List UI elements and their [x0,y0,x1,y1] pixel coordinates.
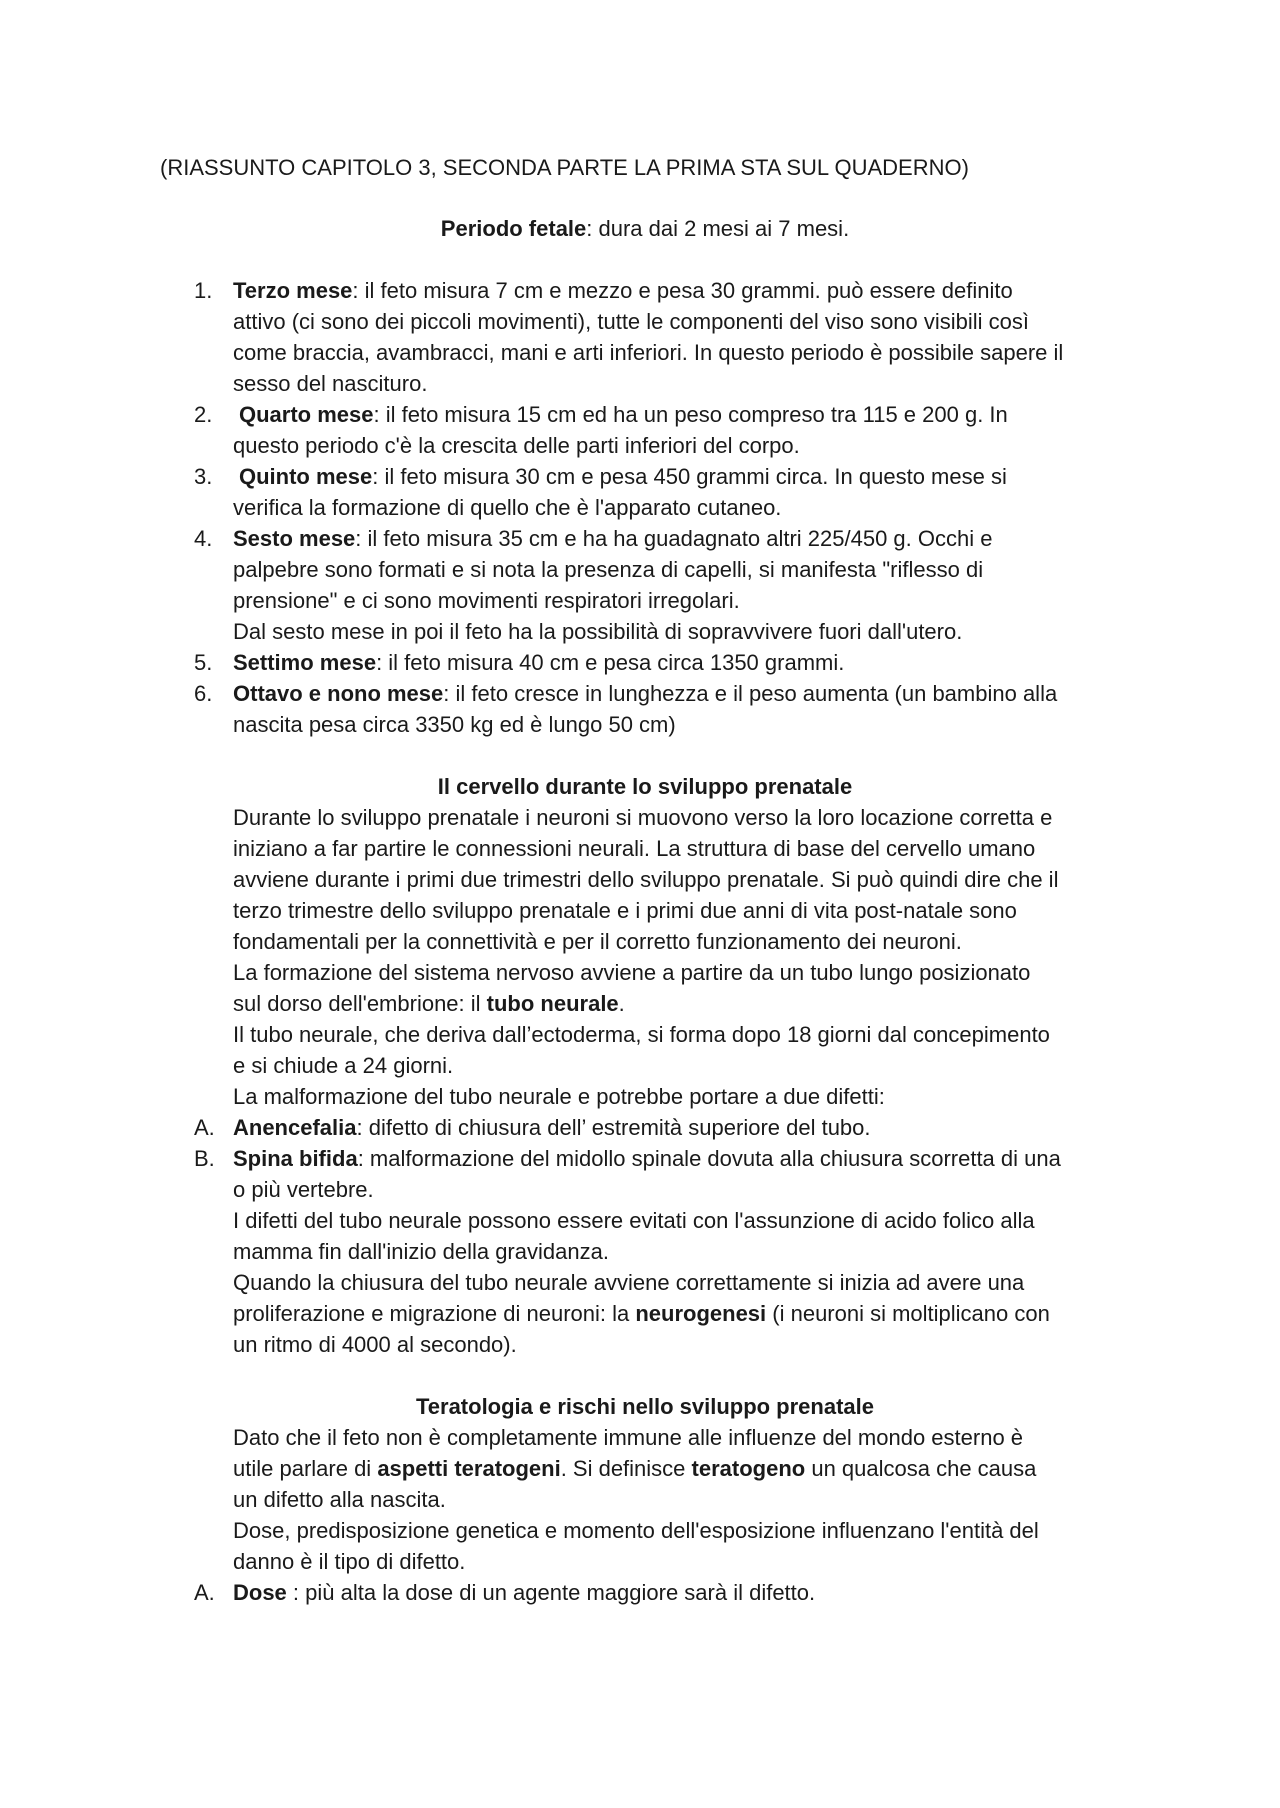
fetal-title-rest: : dura dai 2 mesi ai 7 mesi. [586,216,850,241]
list-number: 3. [194,464,213,489]
section-brain [160,771,1130,1360]
list-number: 1. [194,278,213,303]
fetal-title-bold: Periodo fetale [440,216,587,241]
list-item-month-6: 4. Sesto mese: il feto misura 35 cm e ha ha guadagnato altri 225/450 g. Occhi e palpebre sono formati e si nota la presenza di capelli, si manifesta "riflesso di prensione" e ci sono movimenti respiratori irregolari. Dal sesto mese in poi il feto ha la possibilità di sopravvivere fuori dall'utero. [160,523,1130,647]
list-item-month-5: 3. Quinto mese: il feto misura 30 cm e pesa 450 grammi circa. In questo mese si verifica la formazione di quello che è l'apparato cutaneo. [160,461,1130,523]
list-item-bold: Settimo mese [233,650,377,675]
list-letter: A. [194,1580,215,1605]
list-number: 5. [194,650,213,675]
term-neurogenesi: neurogenesi [635,1301,767,1326]
list-item-bold: Anencefalia [233,1115,357,1140]
list-item-dose: A. Dose : più alta la dose di un agente maggiore sarà il difetto. [160,1577,1130,1608]
section-title-brain: Il cervello durante lo sviluppo prenatale [437,774,853,799]
list-item-month-4: 2. Quarto mese: il feto misura 15 cm ed ha un peso compreso tra 115 e 200 g. In questo periodo c'è la crescita delle parti inferiori del corpo. [160,399,1130,461]
paragraph: Dato che il feto non è completamente immune alle influenze del mondo esterno è utile parlare di aspetti teratogeni. Si definisce teratogeno un qualcosa che causa un difetto alla nascita. Dose, predisposizione genetica e momento dell'esposizione influenzano l'entità del danno è il tipo di difetto. [233,1425,1039,1574]
section-teratology [160,1391,1130,1608]
list-item-bold: Spina bifida [233,1146,358,1171]
list-item-defect-b: B. Spina bifida: malformazione del midollo spinale dovuta alla chiusura scorretta di una o più vertebre. [160,1143,1130,1205]
document-header: (RIASSUNTO CAPITOLO 3, SECONDA PARTE LA PRIMA STA SUL QUADERNO) [160,155,969,180]
paragraph: I difetti del tubo neurale possono essere evitati con l'assunzione di acido folico alla mamma fin dall'inizio della gravidanza. Quando la chiusura del tubo neurale avviene correttamente si inizia ad avere una proliferazione e migrazione di neuroni: la neurogenesi (i neuroni si moltiplicano con un ritmo di 4000 al secondo). [233,1208,1050,1357]
list-item-defect-a: A. Anencefalia: difetto di chiusura dell’ estremità superiore del tubo. [160,1112,1130,1143]
months-list [160,275,1130,740]
list-item-bold: Dose [233,1580,287,1605]
list-item-bold: Quinto mese [239,464,373,489]
list-number: 6. [194,681,213,706]
section-title-fetal [160,213,1130,244]
paragraph: Durante lo sviluppo prenatale i neuroni si muovono verso la loro locazione corretta e iniziano a far partire le connessioni neurali. La struttura di base del cervello umano avviene durante i primi due trimestri dello sviluppo prenatale. Si può quindi dire che il terzo trimestre dello sviluppo prenatale e i primi due anni di vita post-natale sono fondamentali per la connettività e per il corretto funzionamento dei neuroni. La formazione del sistema nervoso avviene a partire da un tubo lungo posizionato sul dorso dell'embrione: il tubo neurale. Il tubo neurale, che deriva dall’ectoderma, si forma dopo 18 giorni dal concepimento e si chiude a 24 giorni. La malformazione del tubo neurale e potrebbe portare a due difetti: [233,805,1059,1109]
list-number: 2. [194,402,213,427]
list-letter: A. [194,1115,215,1140]
list-item-bold: Ottavo e nono mese [233,681,444,706]
list-item-bold: Terzo mese [233,278,353,303]
list-item-bold: Sesto mese [233,526,356,551]
term-aspetti-teratogeni: aspetti teratogeni [377,1456,561,1481]
list-item-month-7: 5. Settimo mese: il feto misura 40 cm e pesa circa 1350 grammi. [160,647,1130,678]
term-teratogeno: teratogeno [691,1456,806,1481]
list-letter: B. [194,1146,215,1171]
list-item-month-3: 1. Terzo mese: il feto misura 7 cm e mezzo e pesa 30 grammi. può essere definito attivo (ci sono dei piccoli movimenti), tutte le componenti del viso sono visibili così come braccia, avambracci, mani e arti inferiori. In questo periodo è possibile sapere il sesso del nascituro. [160,275,1130,399]
list-item-bold: Quarto mese [239,402,374,427]
section-title-teratology: Teratologia e rischi nello sviluppo prenatale [415,1394,875,1419]
term-tubo-neurale: tubo neurale [486,991,619,1016]
list-number: 4. [194,526,213,551]
list-item-month-8-9: 6. Ottavo e nono mese: il feto cresce in lunghezza e il peso aumenta (un bambino alla nascita pesa circa 3350 kg ed è lungo 50 cm) [160,678,1130,740]
